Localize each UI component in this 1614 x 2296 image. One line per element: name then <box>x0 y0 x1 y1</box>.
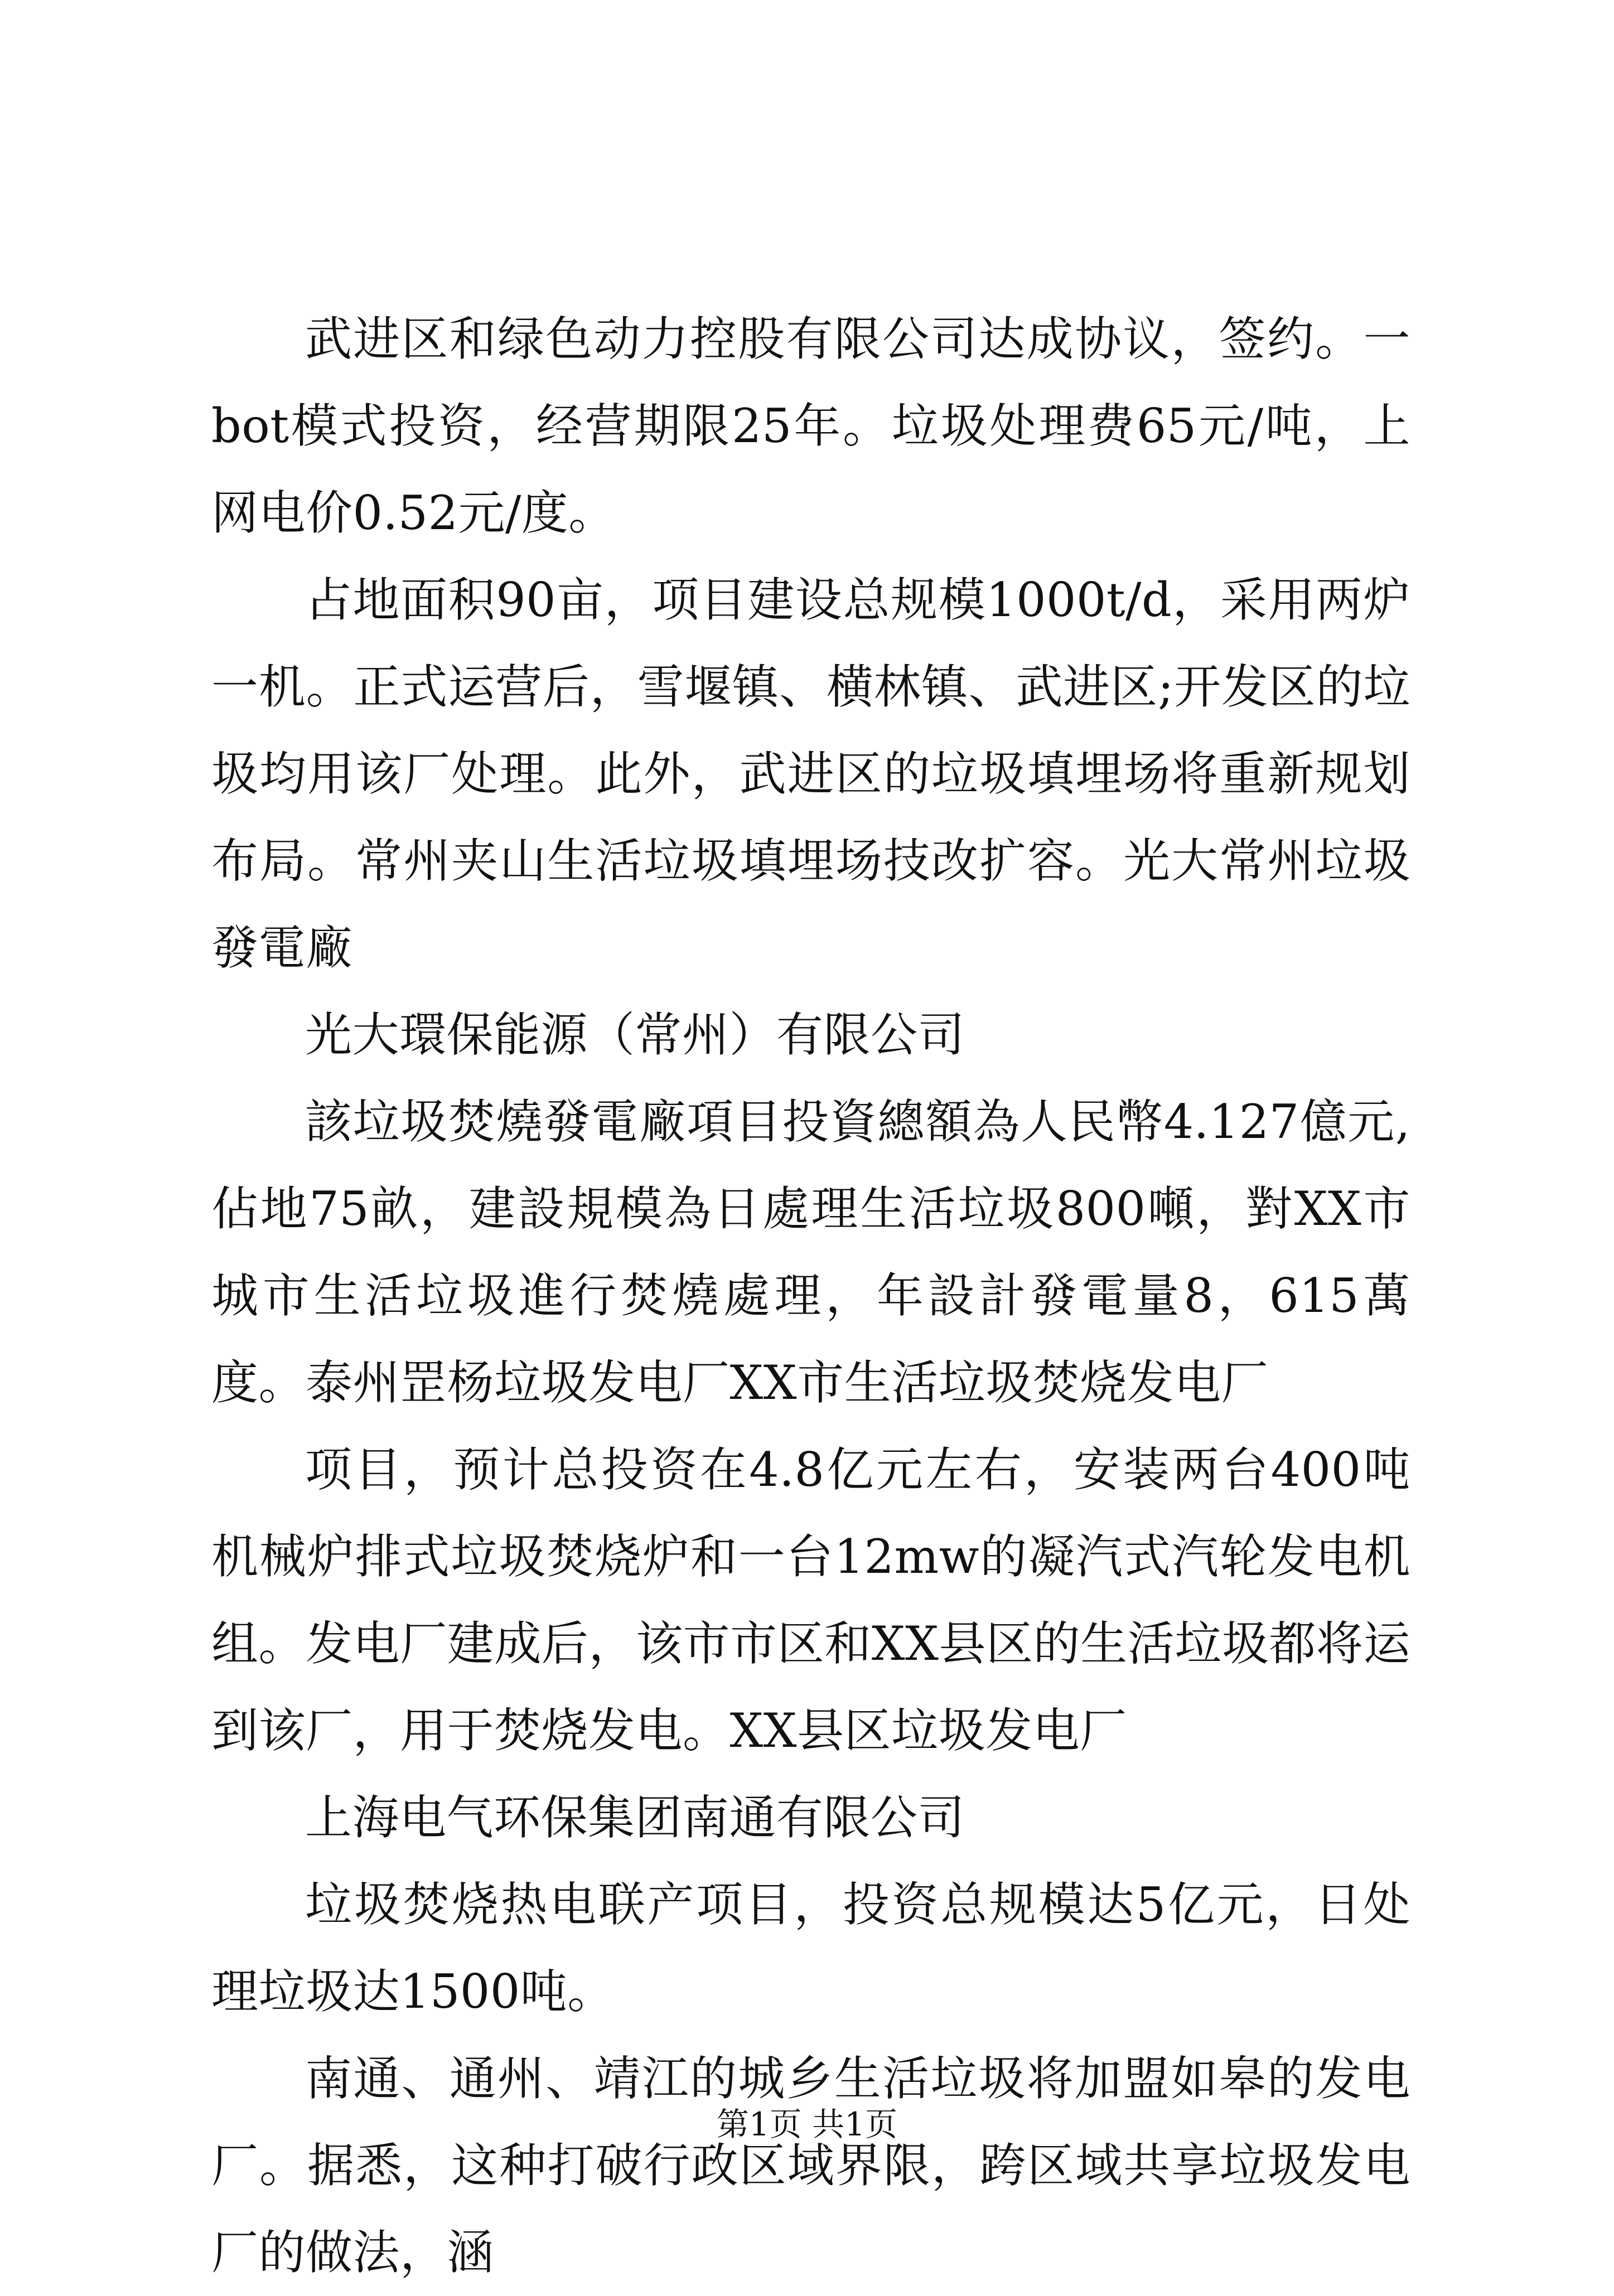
paragraph-4: 該垃圾焚燒發電廠項目投資總額為人民幣4.127億元,佔地75畝，建設規模為日處理生活垃圾800噸，對XX市城市生活垃圾進行焚燒處理，年設計發電量8，615萬度。泰州罡杨垃圾发电厂XX市生活垃圾焚烧发电厂 <box>211 1094 1410 1410</box>
paragraph-6: 上海电气环保集团南通有限公司 <box>305 1790 965 1845</box>
paragraph-5: 项目，预计总投资在4.8亿元左右，安装两台400吨机械炉排式垃圾焚烧炉和一台12mw的凝汽式汽轮发电机组。发电厂建成后，该市市区和XX县区的生活垃圾都将运到该厂，用于焚烧发电。XX县区垃圾发电厂 <box>211 1442 1410 1758</box>
paragraph-2: 占地面积90亩，项目建设总规模1000t/d，采用两炉一机。正式运营后，雪堰镇、横林镇、武进区;开发区的垃圾均用该厂处理。此外，武进区的垃圾填埋场将重新规划布局。常州夹山生活垃圾填埋场技改扩容。光大常州垃圾發電廠 <box>211 573 1410 975</box>
paragraph-7: 垃圾焚烧热电联产项目，投资总规模达5亿元，日处理垃圾达1500吨。 <box>211 1877 1410 2019</box>
paragraph-1: 武进区和绿色动力控股有限公司达成协议，签约。一bot模式投资，经营期限25年。垃圾处理费65元/吨，上网电价0.52元/度。 <box>211 312 1410 540</box>
page-footer: 第1页 共1页 <box>716 2105 898 2143</box>
document-body <box>211 296 1410 2296</box>
paragraph-3: 光大環保能源（常州）有限公司 <box>305 1007 965 1062</box>
paragraph-8: 南通、通州、靖江的城乡生活垃圾将加盟如皋的发电厂。据悉，这种打破行政区域界限，跨区域共享垃圾发电厂的做法，涵 <box>211 2051 1410 2280</box>
